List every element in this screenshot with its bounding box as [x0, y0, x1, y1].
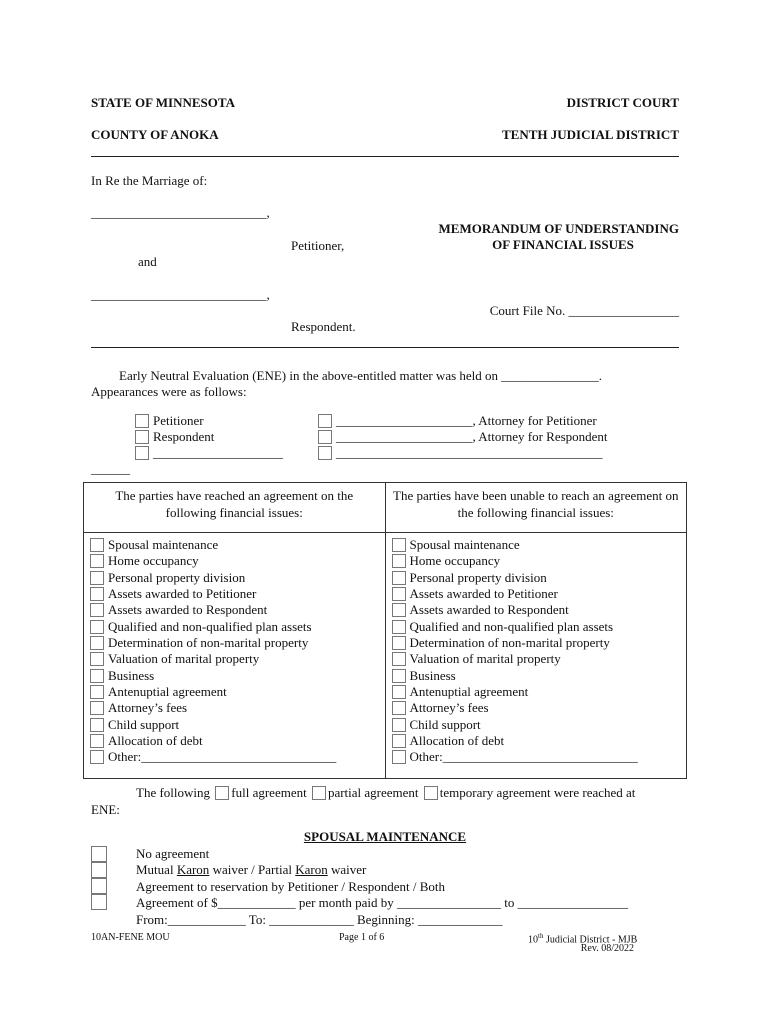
checkbox[interactable] — [90, 587, 104, 601]
full-agreement-checkbox[interactable] — [215, 786, 229, 800]
not-agreed-column-header: The parties have been unable to reach an agreement on the following financial issues: — [385, 483, 687, 533]
agreement-type-line — [136, 785, 635, 801]
respondent-name-line: ___________________________, — [91, 287, 270, 302]
no-agreement-label: No agreement — [136, 846, 210, 861]
list-item — [392, 570, 687, 586]
checkbox[interactable] — [90, 636, 104, 650]
list-item — [90, 717, 385, 733]
list-item — [392, 717, 687, 733]
header-divider — [91, 156, 679, 157]
karon-text-c: waiver — [327, 862, 367, 877]
issue-label: Antenuptial agreement — [409, 684, 529, 700]
list-item — [90, 651, 385, 667]
court-file-number — [490, 303, 679, 319]
appearance-respondent — [135, 429, 214, 445]
list-item — [392, 700, 687, 716]
list-item — [392, 586, 687, 602]
form-id: 10AN-FENE MOU — [91, 932, 170, 943]
checkbox[interactable] — [392, 685, 406, 699]
no-agreement-checkbox[interactable] — [91, 846, 107, 862]
district-heading: TENTH JUDICIAL DISTRICT — [502, 127, 679, 142]
agreement-type-prefix: The following — [136, 785, 211, 800]
issue-label: Child support — [409, 716, 481, 732]
checkbox[interactable] — [90, 701, 104, 715]
document-title-line-2: OF FINANCIAL ISSUES — [492, 237, 634, 252]
state-heading: STATE OF MINNESOTA — [91, 95, 235, 110]
list-item — [392, 749, 687, 765]
issue-label: Business — [108, 667, 155, 683]
attorney-petitioner — [318, 413, 597, 429]
list-item — [90, 635, 385, 651]
appearance-label[interactable]: ____________________ — [153, 445, 283, 460]
issue-label: Determination of non-marital property — [108, 635, 309, 651]
issue-label[interactable]: Other:______________________________ — [108, 749, 337, 765]
issue-label: Antenuptial agreement — [108, 684, 227, 700]
county-heading: COUNTY OF ANOKA — [91, 127, 219, 142]
issue-label: Home occupancy — [409, 553, 501, 569]
list-item — [392, 553, 687, 569]
karon-waiver-label — [136, 862, 366, 878]
revision-date: Rev. 08/2022 — [580, 943, 634, 954]
issue-label: Assets awarded to Respondent — [409, 602, 569, 618]
list-item — [392, 537, 687, 553]
checkbox[interactable] — [392, 603, 406, 617]
list-item — [90, 733, 385, 749]
attorney-label: _____________________, Attorney for Respondent — [336, 429, 608, 444]
court-heading: DISTRICT COURT — [566, 95, 679, 110]
trailing-line: ______ — [91, 461, 130, 476]
list-item — [392, 651, 687, 667]
in-re-label: In Re the Marriage of: — [91, 173, 208, 188]
list-item — [90, 749, 385, 765]
partial-agreement-label: partial agreement — [327, 785, 419, 800]
agreed-issues-cell — [84, 533, 386, 779]
checkbox[interactable] — [392, 538, 406, 552]
district-number: 10 — [528, 934, 538, 946]
document-title — [419, 221, 679, 253]
appearance-label: Respondent — [153, 429, 215, 444]
issue-label: Business — [409, 667, 456, 683]
temporary-agreement-checkbox[interactable] — [424, 786, 438, 800]
issue-label: Attorney’s fees — [409, 700, 489, 716]
issue-label: Assets awarded to Petitioner — [409, 586, 558, 602]
karon-text-b: waiver / Partial — [209, 862, 296, 877]
not-agreed-issues-list — [386, 533, 687, 766]
amount-agreement-checkbox[interactable] — [91, 894, 107, 910]
issue-label: Spousal maintenance — [409, 537, 520, 552]
list-item — [90, 684, 385, 700]
checkbox[interactable] — [90, 554, 104, 568]
issue-label: Valuation of marital property — [409, 651, 561, 667]
court-file-label: Court File No. — [489, 303, 566, 318]
checkbox[interactable] — [392, 571, 406, 585]
checkbox[interactable] — [90, 685, 104, 699]
petitioner-name-line: ___________________________, — [91, 205, 270, 220]
list-item — [392, 602, 687, 618]
issue-label: Determination of non-marital property — [409, 635, 610, 651]
list-item — [392, 619, 687, 635]
checkbox[interactable] — [90, 718, 104, 732]
checkbox[interactable] — [90, 603, 104, 617]
issue-label[interactable]: Other:______________________________ — [409, 749, 638, 765]
issue-label: Home occupancy — [108, 553, 199, 569]
karon-text-a: Mutual — [136, 862, 177, 877]
checkbox[interactable] — [318, 446, 332, 460]
attorney-respondent — [318, 429, 608, 445]
checkbox[interactable] — [392, 620, 406, 634]
list-item — [90, 537, 385, 553]
list-item — [392, 668, 687, 684]
list-item — [90, 553, 385, 569]
list-item — [392, 684, 687, 700]
temporary-agreement-label: temporary agreement were reached at — [439, 785, 636, 800]
checkbox[interactable] — [392, 734, 406, 748]
checkbox[interactable] — [392, 636, 406, 650]
issue-label: Attorney’s fees — [108, 700, 188, 716]
court-file-field[interactable]: _________________ — [568, 303, 679, 318]
agreed-column-header: The parties have reached an agreement on the following financial issues: — [84, 483, 386, 533]
checkbox[interactable] — [90, 620, 104, 634]
issue-label: Allocation of debt — [108, 733, 203, 749]
list-item — [90, 586, 385, 602]
full-agreement-label: full agreement — [231, 785, 307, 800]
checkbox[interactable] — [90, 538, 104, 552]
list-item — [90, 668, 385, 684]
attorney-label[interactable]: _________________________________________ — [336, 445, 603, 460]
appearances-intro: Appearances were as follows: — [91, 384, 247, 399]
ene-date-sentence: Early Neutral Evaluation (ENE) in the above-entitled matter was held on _______________. — [119, 368, 603, 383]
list-item — [90, 602, 385, 618]
list-item — [90, 570, 385, 586]
caption-divider — [91, 347, 679, 348]
appearance-other — [135, 445, 283, 461]
issue-label: Valuation of marital property — [108, 651, 260, 667]
document-title-line-1: MEMORANDUM OF UNDERSTANDING — [438, 221, 679, 236]
checkbox[interactable] — [392, 587, 406, 601]
checkbox[interactable] — [392, 718, 406, 732]
issue-label: Assets awarded to Petitioner — [108, 586, 257, 602]
spousal-maintenance-heading: SPOUSAL MAINTENANCE — [303, 829, 467, 844]
financial-issues-table — [83, 482, 687, 779]
agreed-issues-list — [84, 533, 385, 766]
checkbox[interactable] — [90, 571, 104, 585]
district-suffix: th — [538, 932, 544, 940]
checkbox[interactable] — [392, 669, 406, 683]
karon-term: Karon — [295, 862, 328, 877]
checkbox[interactable] — [90, 734, 104, 748]
reservation-checkbox[interactable] — [91, 878, 107, 894]
page-number: Page 1 of 6 — [339, 932, 385, 943]
karon-term: Karon — [176, 862, 210, 877]
issue-label: Spousal maintenance — [108, 537, 219, 552]
checkbox[interactable] — [318, 414, 332, 428]
checkbox[interactable] — [135, 414, 149, 428]
checkbox[interactable] — [90, 669, 104, 683]
attorney-other — [318, 445, 603, 461]
appearance-label: Petitioner — [153, 413, 204, 428]
issue-label: Child support — [108, 716, 180, 732]
checkbox[interactable] — [135, 430, 149, 444]
karon-waiver-checkbox[interactable] — [91, 862, 107, 878]
checkbox[interactable] — [135, 446, 149, 460]
list-item — [90, 700, 385, 716]
not-agreed-issues-cell — [385, 533, 687, 779]
checkbox[interactable] — [90, 652, 104, 666]
agreement-type-suffix: ENE: — [91, 802, 120, 817]
issue-label: Qualified and non-qualified plan assets — [108, 618, 312, 634]
checkbox[interactable] — [392, 652, 406, 666]
reservation-label: Agreement to reservation by Petitioner / Respondent / Both — [136, 879, 446, 894]
appearance-petitioner — [135, 413, 204, 429]
issue-label: Allocation of debt — [409, 733, 505, 749]
list-item — [392, 635, 687, 651]
amount-agreement-label[interactable]: Agreement of $____________ per month paid by ________________ to _________________ — [136, 895, 629, 910]
respondent-label: Respondent. — [291, 319, 356, 334]
checkbox[interactable] — [392, 701, 406, 715]
term-dates-line[interactable]: From:____________ To: _____________ Beginning: _____________ — [136, 912, 503, 927]
checkbox[interactable] — [90, 750, 104, 764]
issue-label: Personal property division — [108, 569, 246, 585]
attorney-label: _____________________, Attorney for Petitioner — [336, 413, 597, 428]
partial-agreement-checkbox[interactable] — [312, 786, 326, 800]
list-item — [90, 619, 385, 635]
and-label: and — [138, 254, 157, 269]
petitioner-label: Petitioner, — [291, 238, 345, 253]
checkbox[interactable] — [392, 554, 406, 568]
checkbox[interactable] — [318, 430, 332, 444]
district-rest: Judicial District - MJB — [543, 934, 638, 946]
issue-label: Assets awarded to Respondent — [108, 602, 268, 618]
list-item — [392, 733, 687, 749]
issue-label: Personal property division — [409, 569, 547, 585]
checkbox[interactable] — [392, 750, 406, 764]
issue-label: Qualified and non-qualified plan assets — [409, 618, 614, 634]
